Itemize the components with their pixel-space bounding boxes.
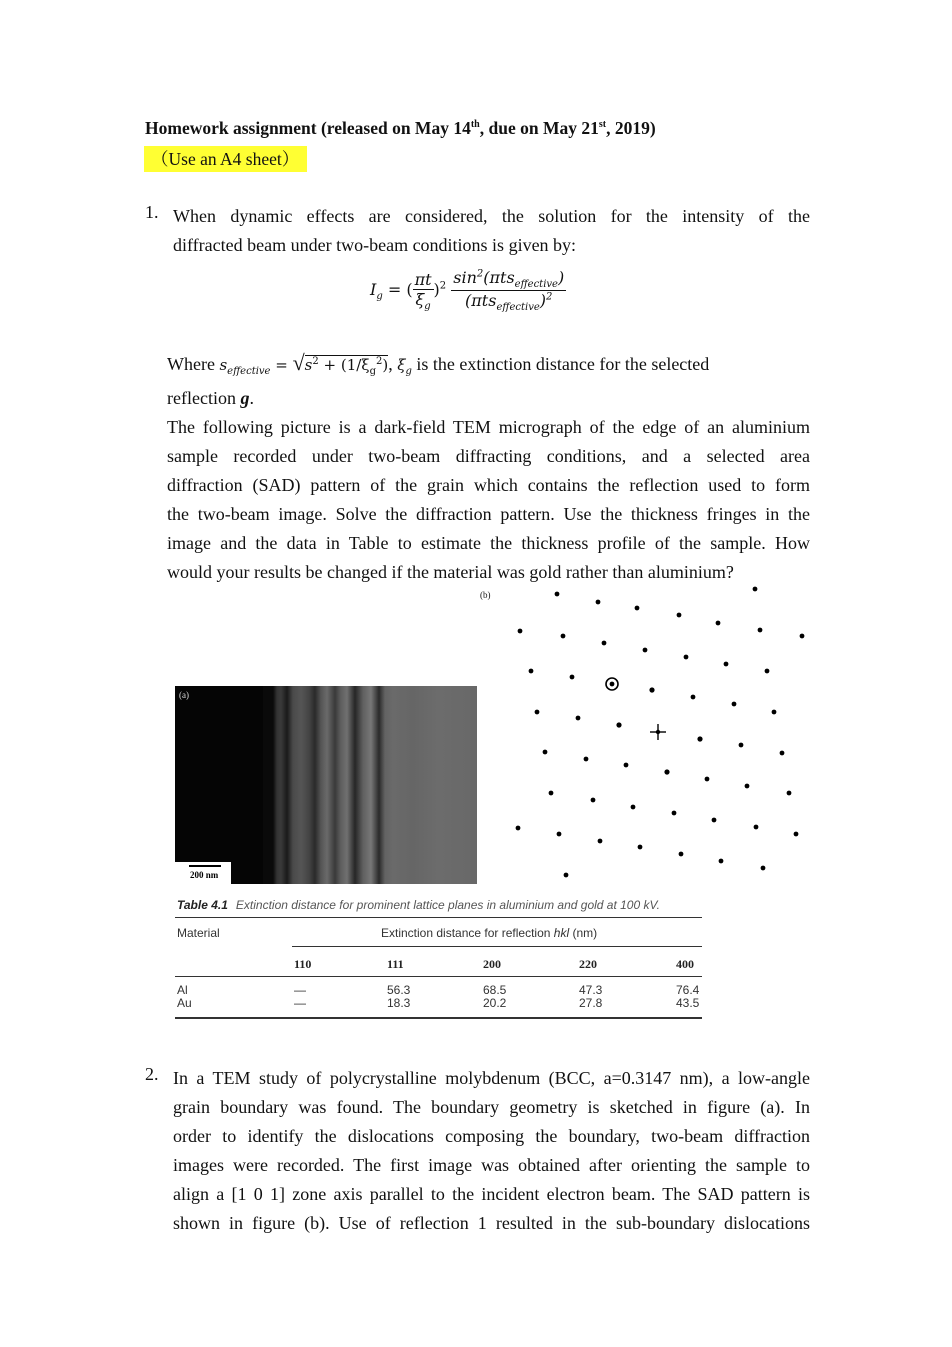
q2-line-3: order to identify the dislocations composing the boundary, two-beam diffraction <box>173 1126 810 1146</box>
q2-line-6: shown in figure (b). Use of reflection 1 resulted in the sub-boundary dislocations <box>173 1213 810 1233</box>
table-caption: Table 4.1 Extinction distance for prominent lattice planes in aluminium and gold at 100 kV. <box>177 898 660 912</box>
table-header-rule <box>175 976 702 977</box>
table-col-400: 400 <box>676 957 694 971</box>
q1-body-line-1: The following picture is a dark-field TEM micrograph of the edge of an aluminium <box>167 417 810 437</box>
thickness-fringes <box>263 686 477 884</box>
table-header-material: Material <box>177 926 220 940</box>
q1-body-line-5: image and the data in Table to estimate the thickness profile of the sample. How <box>167 533 810 553</box>
tem-micrograph <box>175 686 477 884</box>
question-1-number: 1. <box>145 202 159 222</box>
q2-line-5: align a [1 0 1] zone axis parallel to the incident electron beam. The SAD pattern is <box>173 1184 810 1204</box>
q1-body-line-6: would your results be changed if the material was gold rather than aluminium? <box>167 562 734 582</box>
q1-line-1: When dynamic effects are considered, the solution for the intensity of the <box>173 206 810 226</box>
table-row-au-material: Au <box>177 996 192 1010</box>
q1-line-2: diffracted beam under two-beam conditions is given by: <box>173 235 577 255</box>
figure-label-a: (a) <box>179 690 189 700</box>
question-2-number: 2. <box>145 1064 159 1084</box>
scale-bar-line <box>189 865 221 867</box>
table-group-header: Extinction distance for reflection hkl (nm) <box>381 926 598 940</box>
transmitted-beam-marker <box>606 678 618 690</box>
table-cell: — <box>294 996 306 1010</box>
table-col-110: 110 <box>294 957 312 971</box>
highlighted-note: （Use an A4 sheet） <box>144 146 307 172</box>
table-col-200: 200 <box>483 957 501 971</box>
q1-body-line-2: sample recorded under two-beam diffracting conditions, and a selected area <box>167 446 810 466</box>
table-cell: 76.4 <box>676 983 700 997</box>
table-cell: 18.3 <box>387 996 411 1010</box>
figure-label-b: (b) <box>480 590 491 600</box>
sad-pattern <box>500 580 820 885</box>
q2-line-1: In a TEM study of polycrystalline molybdenum (BCC, a=0.3147 nm), a low-angle <box>173 1068 810 1088</box>
table-col-111: 111 <box>387 957 404 971</box>
scale-bar <box>175 862 231 884</box>
reflection-line: reflection g. <box>167 388 254 408</box>
q2-line-4: images were recorded. The first image was obtained after orienting the sample to <box>173 1155 810 1175</box>
table-col-220: 220 <box>579 957 597 971</box>
table-cell: 43.5 <box>676 996 700 1010</box>
where-line: Where $s_{effective} = √s^2 + (1/\xi_g^2)$, $\xi_g$ is the extinction distance for the selected <box>167 350 710 377</box>
crosshair-marker <box>650 724 666 740</box>
table-row-al-material: Al <box>177 983 188 997</box>
table-bottom-rule <box>175 1017 702 1019</box>
table-cell: — <box>294 983 306 997</box>
scale-bar-label: 200 nm <box>190 870 219 880</box>
table-cell: 20.2 <box>483 996 507 1010</box>
intensity-equation: $I_g$ = ( $\frac{\pi t}{\xi_g}$ )$^2$ $\frac{\sin^2(\pi ts_{effective})}{(\pi ts_{effective})^2}$ <box>370 268 565 314</box>
table-cell: 47.3 <box>579 983 603 997</box>
table-cell: 56.3 <box>387 983 411 997</box>
table-group-rule <box>292 946 702 947</box>
q2-line-2: grain boundary was found. The boundary geometry is sketched in figure (a). In <box>173 1097 810 1117</box>
table-cell: 27.8 <box>579 996 603 1010</box>
q1-body-line-3: diffraction (SAD) pattern of the grain which contains the reflection used to form <box>167 475 810 495</box>
page-title: Homework assignment (released on May 14th, due on May 21st, 2019) <box>145 118 656 138</box>
table-cell: 68.5 <box>483 983 507 997</box>
table-top-rule <box>175 917 702 918</box>
q1-body-line-4: the two-beam image. Solve the diffraction pattern. Use the thickness fringes in the <box>167 504 810 524</box>
